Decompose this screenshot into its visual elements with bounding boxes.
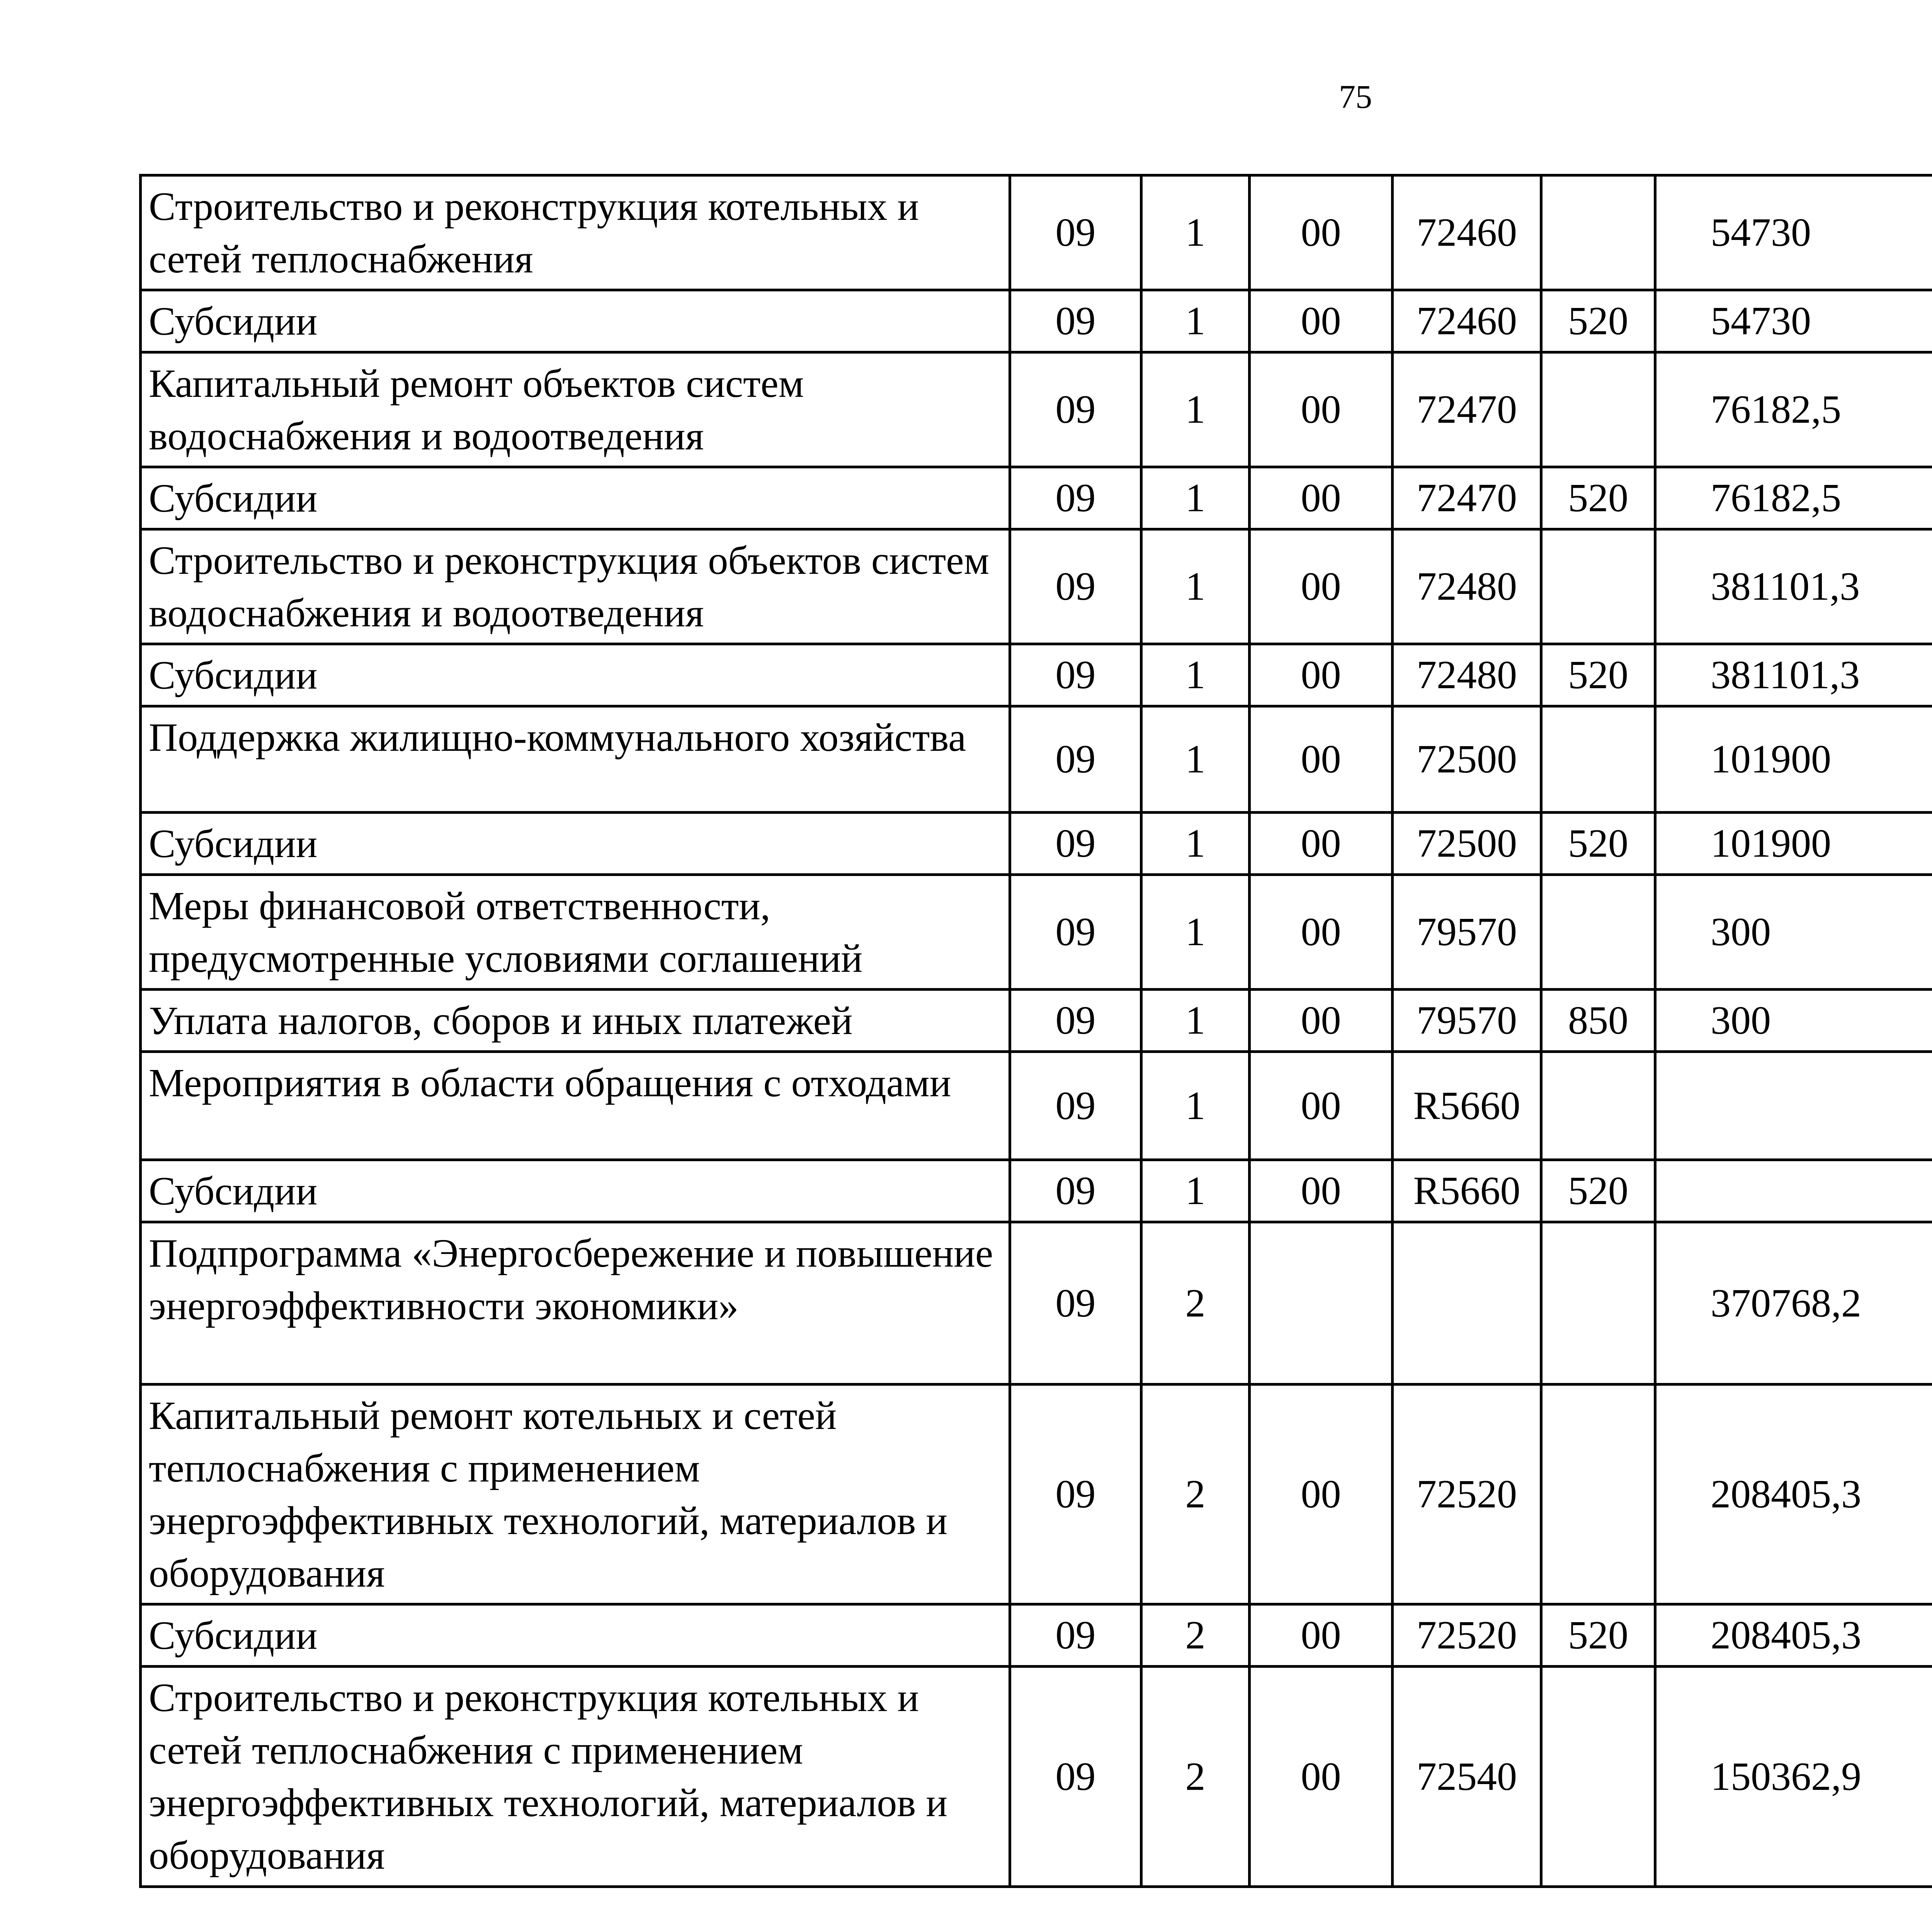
program-cell: 00 (1250, 290, 1393, 352)
subsection-cell: 2 (1141, 1604, 1250, 1667)
table-row (141, 352, 1932, 467)
expense-type-cell: 850 (1541, 990, 1655, 1052)
section-cell: 09 (1010, 813, 1141, 875)
program-cell: 00 (1250, 990, 1393, 1052)
row-name-cell: Строительство и реконструкция котельных и сетей теплоснабжения с применением энергоэффективных технологий, материалов и оборудования (141, 1667, 1010, 1887)
table-row (141, 290, 1932, 352)
target-code-cell: 72460 (1393, 290, 1541, 352)
subsection-cell: 1 (1141, 706, 1250, 813)
row-name-cell: Субсидии (141, 467, 1010, 529)
target-code-cell (1393, 1222, 1541, 1385)
program-cell (1250, 1222, 1393, 1385)
amount-year-1-cell: 76182,5 (1655, 467, 1932, 529)
table-row (141, 175, 1932, 290)
amount-year-1-cell: 54730 (1655, 175, 1932, 290)
row-name-cell: Уплата налогов, сборов и иных платежей (141, 990, 1010, 1052)
amount-year-1-cell: 101900 (1655, 706, 1932, 813)
amount-year-1-cell: 150362,9 (1655, 1667, 1932, 1887)
target-code-cell: 72520 (1393, 1604, 1541, 1667)
page-number: 75 (1339, 78, 1372, 115)
expense-type-cell: 520 (1541, 813, 1655, 875)
target-code-cell: 72480 (1393, 529, 1541, 644)
subsection-cell: 1 (1141, 644, 1250, 706)
table-row (141, 467, 1932, 529)
table-row (141, 644, 1932, 706)
section-cell: 09 (1010, 990, 1141, 1052)
program-cell: 00 (1250, 1667, 1393, 1887)
row-name-cell: Капитальный ремонт объектов систем водоснабжения и водоотведения (141, 352, 1010, 467)
target-code-cell: 72500 (1393, 813, 1541, 875)
subsection-cell: 1 (1141, 875, 1250, 990)
subsection-cell: 2 (1141, 1667, 1250, 1887)
program-cell: 00 (1250, 644, 1393, 706)
section-cell: 09 (1010, 875, 1141, 990)
section-cell: 09 (1010, 467, 1141, 529)
table-row (141, 706, 1932, 813)
target-code-cell: 72470 (1393, 352, 1541, 467)
section-cell: 09 (1010, 529, 1141, 644)
target-code-cell: 72540 (1393, 1667, 1541, 1887)
row-name-cell: Субсидии (141, 1160, 1010, 1222)
subsection-cell: 2 (1141, 1385, 1250, 1604)
section-cell: 09 (1010, 1385, 1141, 1604)
row-name-cell: Строительство и реконструкция объектов систем водоснабжения и водоотведения (141, 529, 1010, 644)
expense-type-cell (1541, 352, 1655, 467)
program-cell: 00 (1250, 175, 1393, 290)
expense-type-cell (1541, 1052, 1655, 1160)
expense-type-cell: 520 (1541, 467, 1655, 529)
expense-type-cell (1541, 1667, 1655, 1887)
target-code-cell: 72520 (1393, 1385, 1541, 1604)
table-row (141, 990, 1932, 1052)
table-row (141, 1052, 1932, 1160)
expense-type-cell (1541, 529, 1655, 644)
expense-type-cell: 520 (1541, 644, 1655, 706)
expense-type-cell: 520 (1541, 1160, 1655, 1222)
subsection-cell: 1 (1141, 1160, 1250, 1222)
target-code-cell: 72470 (1393, 467, 1541, 529)
subsection-cell: 1 (1141, 529, 1250, 644)
amount-year-1-cell (1655, 1160, 1932, 1222)
section-cell: 09 (1010, 352, 1141, 467)
expense-type-cell (1541, 1385, 1655, 1604)
expense-type-cell (1541, 706, 1655, 813)
amount-year-1-cell: 300 (1655, 875, 1932, 990)
target-code-cell: R5660 (1393, 1052, 1541, 1160)
expense-type-cell: 520 (1541, 290, 1655, 352)
row-name-cell: Субсидии (141, 1604, 1010, 1667)
subsection-cell: 1 (1141, 290, 1250, 352)
table-row (141, 1385, 1932, 1604)
section-cell: 09 (1010, 290, 1141, 352)
section-cell: 09 (1010, 1160, 1141, 1222)
table-row (141, 529, 1932, 644)
section-cell: 09 (1010, 1222, 1141, 1385)
table-row (141, 1222, 1932, 1385)
program-cell: 00 (1250, 1385, 1393, 1604)
amount-year-1-cell (1655, 1052, 1932, 1160)
program-cell: 00 (1250, 467, 1393, 529)
subsection-cell: 1 (1141, 352, 1250, 467)
amount-year-1-cell: 381101,3 (1655, 644, 1932, 706)
target-code-cell: 79570 (1393, 875, 1541, 990)
subsection-cell: 1 (1141, 813, 1250, 875)
amount-year-1-cell: 381101,3 (1655, 529, 1932, 644)
amount-year-1-cell: 208405,3 (1655, 1604, 1932, 1667)
budget-table (139, 174, 1932, 1888)
program-cell: 00 (1250, 875, 1393, 990)
amount-year-1-cell: 300 (1655, 990, 1932, 1052)
expense-type-cell: 520 (1541, 1604, 1655, 1667)
row-name-cell: Подпрограмма «Энергосбережение и повышение энергоэффективности экономики» (141, 1222, 1010, 1385)
expense-type-cell (1541, 175, 1655, 290)
table-row (141, 1604, 1932, 1667)
subsection-cell: 1 (1141, 467, 1250, 529)
row-name-cell: Капитальный ремонт котельных и сетей теплоснабжения с применением энергоэффективных технологий, материалов и оборудования (141, 1385, 1010, 1604)
row-name-cell: Поддержка жилищно-коммунального хозяйства (141, 706, 1010, 813)
table-row (141, 813, 1932, 875)
subsection-cell: 1 (1141, 990, 1250, 1052)
row-name-cell: Субсидии (141, 813, 1010, 875)
section-cell: 09 (1010, 1052, 1141, 1160)
program-cell: 00 (1250, 1052, 1393, 1160)
row-name-cell: Субсидии (141, 644, 1010, 706)
program-cell: 00 (1250, 813, 1393, 875)
row-name-cell: Меры финансовой ответственности, предусмотренные условиями соглашений (141, 875, 1010, 990)
target-code-cell: 72480 (1393, 644, 1541, 706)
subsection-cell: 1 (1141, 1052, 1250, 1160)
expense-type-cell (1541, 1222, 1655, 1385)
table-row (141, 1160, 1932, 1222)
target-code-cell: 79570 (1393, 990, 1541, 1052)
program-cell: 00 (1250, 1160, 1393, 1222)
amount-year-1-cell: 76182,5 (1655, 352, 1932, 467)
row-name-cell: Мероприятия в области обращения с отходами (141, 1052, 1010, 1160)
program-cell: 00 (1250, 352, 1393, 467)
table-row (141, 1667, 1932, 1887)
amount-year-1-cell: 370768,2 (1655, 1222, 1932, 1385)
target-code-cell: R5660 (1393, 1160, 1541, 1222)
expense-type-cell (1541, 875, 1655, 990)
program-cell: 00 (1250, 1604, 1393, 1667)
section-cell: 09 (1010, 175, 1141, 290)
program-cell: 00 (1250, 529, 1393, 644)
amount-year-1-cell: 101900 (1655, 813, 1932, 875)
subsection-cell: 2 (1141, 1222, 1250, 1385)
section-cell: 09 (1010, 644, 1141, 706)
section-cell: 09 (1010, 1604, 1141, 1667)
row-name-cell: Строительство и реконструкция котельных и сетей теплоснабжения (141, 175, 1010, 290)
target-code-cell: 72460 (1393, 175, 1541, 290)
row-name-cell: Субсидии (141, 290, 1010, 352)
table-row (141, 875, 1932, 990)
section-cell: 09 (1010, 706, 1141, 813)
amount-year-1-cell: 54730 (1655, 290, 1932, 352)
section-cell: 09 (1010, 1667, 1141, 1887)
subsection-cell: 1 (1141, 175, 1250, 290)
program-cell: 00 (1250, 706, 1393, 813)
target-code-cell: 72500 (1393, 706, 1541, 813)
amount-year-1-cell: 208405,3 (1655, 1385, 1932, 1604)
